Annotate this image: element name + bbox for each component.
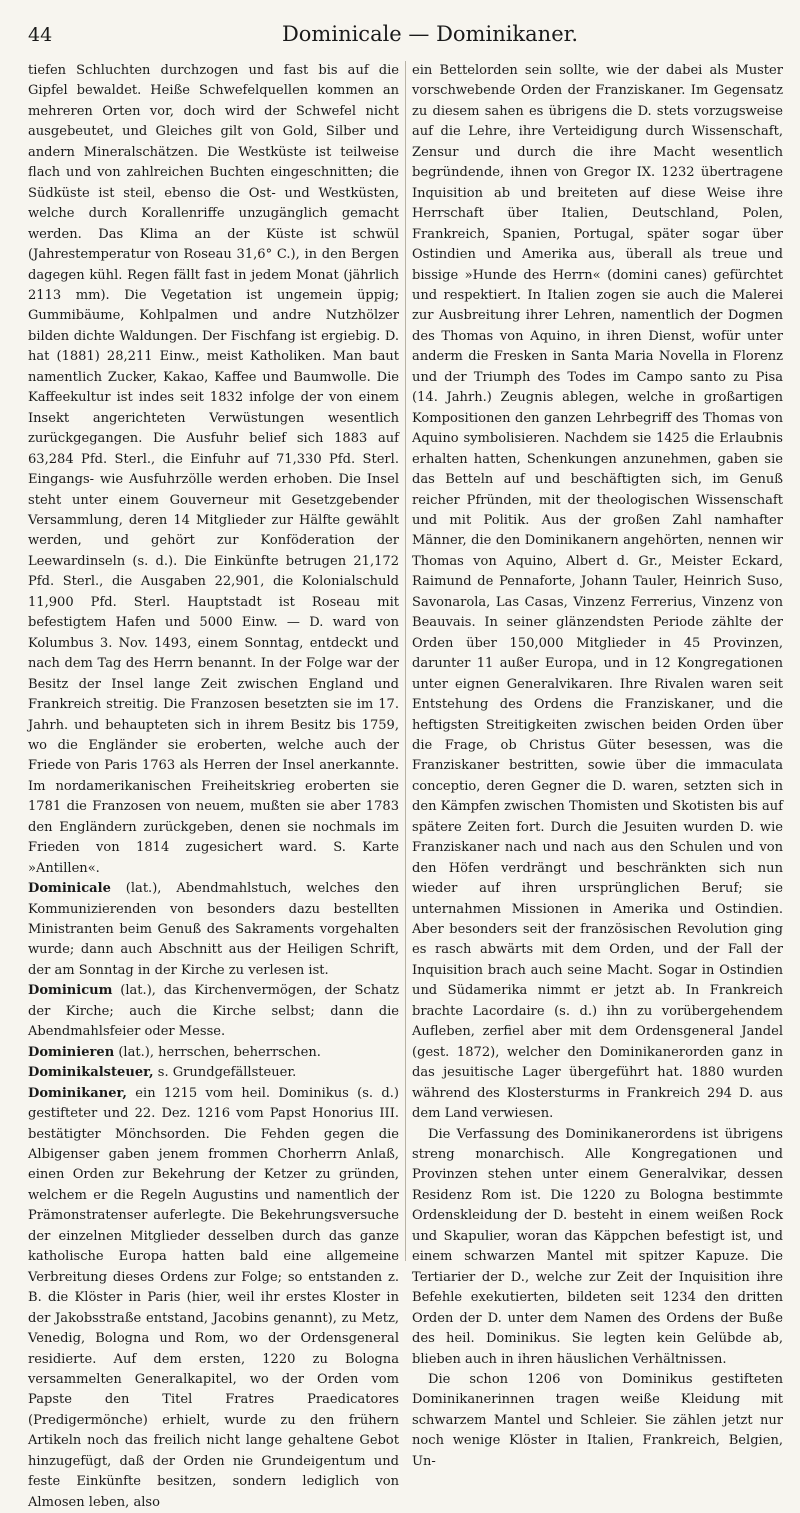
paragraph-dominikanerinnen: Die schon 1206 von Dominikus gestifteten Dominikanerinnen tragen weiße Kleidung mit schwarzem Mantel und Schleier. Sie zählen jetzt nur noch wenige Klöster in Italien, Frankreich, Belgien, Un- <box>412 1372 783 1469</box>
entry-dominicale <box>28 879 399 981</box>
left-column <box>28 61 399 1510</box>
entry-text: s. Grundgefällsteuer. <box>153 1065 297 1081</box>
entry-dominikaner <box>28 1084 399 1513</box>
entry-text: ein 1215 vom heil. Dominikus (s. d.) gestifteter und 22. Dez. 1216 vom Papst Honorius III. bestätigter Mönchsorden. Die Fehden gegen die Albigenser gaben jenem frommen Chorherrn Anlaß, einen Orden zur Bekehrung der Ketzer zu gründen, welchem er die Regeln Augustins und namentlich der Prämonstratenser auferlegte. Die Bekehrungsversuche der einzelnen Mitglieder desselben durch das ganze katholische Europa hatten bald eine allgemeine Verbreitung dieses Ordens zur Folge; so entstanden z. B. die Klöster in Paris (hier, weil ihr erstes Kloster in der Jakobsstraße entstand, Jacobins genannt), zu Metz, Venedig, Bologna und Rom, wo der Ordensgeneral residierte. Auf dem ersten, 1220 zu Bologna versammelten Generalkapitel, wo der Orden vom Papste den Titel Fratres Praedicatores (Predigermönche) erhielt, wurde zu den frühern Artikeln noch das freilich nicht lange gehaltene Gebot hinzugefügt, daß der Orden nie Grundeigentum und feste Einkünfte besitzen, sondern lediglich von Almosen leben, also <box>28 1085 399 1510</box>
headword: Dominicum <box>28 983 113 999</box>
column-divider <box>405 61 406 1261</box>
entry-dominicum <box>28 981 399 1042</box>
right-column <box>412 61 783 1469</box>
entry-dominieren <box>28 1043 399 1063</box>
headword: Dominicale <box>28 881 111 897</box>
entry-text: (lat.), das Kirchenvermögen, der Schatz der Kirche; auch die Kirche selbst; dann die Abendmahlsfeier oder Messe. <box>28 983 399 1040</box>
continued-paragraph: ein Bettelorden sein sollte, wie der dabei als Muster vorschwebende Orden der Franziskaner. Im Gegensatz zu diesem sahen es übrigens die D. stets vorzugsweise auf die Lehre, ihre Verteidigung durch Wissenschaft, Zensur und durch die ihre Macht wesentlich begründende, ihnen von Gregor IX. 1232 übertragene Inquisition ab und breiteten auf diese Weise ihre Herrschaft über Italien, Deutschland, Polen, Frankreich, Spanien, Portugal, später sogar über Ostindien und Amerika aus, überall als treue und bissige »Hunde des Herrn« (domini canes) gefürchtet und respektiert. In Italien zogen sie auch die Malerei zur Ausbreitung ihrer Lehren, namentlich der Dogmen des Thomas von Aquino, in ihren Dienst, wofür unter anderm die Fresken in Santa Maria Novella in Florenz und der Triumph des Todes im Campo santo zu Pisa (14. Jahrh.) Zeugnis ablegen, welche in großartigen Kompositionen den ganzen Lehrbegriff des Thomas von Aquino symbolisieren. Nachdem sie 1425 die Erlaubnis erhalten hatten, Schenkungen anzunehmen, gaben sie das Betteln auf und beschäftigten sich, im Genuß reicher Pfründen, mit der theologischen Wissenschaft und mit Politik. Aus der großen Zahl namhafter Männer, die den Dominikanern angehörten, nennen wir Thomas von Aquino, Albert d. Gr., Meister Eckard, Raimund de Pennaforte, Johann Tauler, Heinrich Suso, Savonarola, Las Casas, Vinzenz Ferrerius, Vinzenz von Beauvais. In seiner glänzendsten Periode zählte der Orden über 150,000 Mitglieder in 45 Provinzen, darunter 11 außer Europa, und in 12 Kongregationen unter eignen Generalvikaren. Ihre Rivalen waren seit Entstehung des Ordens die Franziskaner, und die heftigsten Streitigkeiten zwischen beiden Orden über die Frage, ob Christus Güter besessen, was die Franziskaner bestritten, sowie über die immaculata conceptio, deren Gegner die D. waren, setzten sich in den Kämpfen zwischen Thomisten und Skotisten bis auf spätere Zeiten fort. Durch die Jesuiten wurden D. wie Franziskaner nach und nach aus den Schulen und von den Höfen verdrängt und beschränkten sich nun wieder auf ihren ursprünglichen Beruf; sie unternahmen Missionen in Amerika und Ostindien. Aber besonders seit der französischen Revolution ging es rasch abwärts mit dem Orden, und der Fall der Inquisition brach auch seine Macht. Sogar in Ostindien und Südamerika nimmt er jetzt ab. In Frankreich brachte Lacordaire (s. d.) ihn zu vorübergehendem Aufleben, zerfiel aber mit dem Ordensgeneral Jandel (gest. 1872), welcher den Dominikanerorden ganz in das jesuitische Lager übergeführt hat. 1880 wurden während des Klostersturms in Frankreich 294 D. aus dem Land verwiesen. <box>412 63 783 1122</box>
page-header <box>28 14 772 54</box>
entry-dominikalsteuer <box>28 1063 399 1083</box>
headword: Dominikaner, <box>28 1085 127 1101</box>
page-number: 44 <box>28 24 53 46</box>
running-title: Dominicale — Dominikaner. <box>281 22 579 46</box>
headword: Dominieren <box>28 1044 115 1060</box>
entry-text: (lat.), Abendmahlstuch, welches den Kommunizierenden von besonders dazu bestellten Ministranten beim Genuß des Sakraments vorgehalten wurde; dann auch Abschnitt aus der Heiligen Schrift, der am Sonntag in der Kirche zu verlesen ist. <box>28 881 399 978</box>
continued-paragraph: tiefen Schluchten durchzogen und fast bis auf die Gipfel bewaldet. Heiße Schwefelquellen kommen an mehreren Orten vor, doch wird der Schwefel nicht ausgebeutet, und Gleiches gilt von Gold, Silber und andern Mineralschätzen. Die Westküste ist teilweise flach und von zahlreichen Buchten eingeschnitten; die Südküste ist steil, ebenso die Ost- und Westküsten, welche durch Korallenriffe unzugänglich gemacht werden. Das Klima an der Küste ist schwül (Jahrestemperatur von Roseau 31,6° C.), in den Bergen dagegen kühl. Regen fällt fast in jedem Monat (jährlich 2113 mm). Die Vegetation ist ungemein üppig; Gummibäume, Kohlpalmen und andre Nutzhölzer bilden dichte Waldungen. Der Fischfang ist ergiebig. D. hat (1881) 28,211 Einw., meist Katholiken. Man baut namentlich Zucker, Kakao, Kaffee und Baumwolle. Die Kaffeekultur ist indes seit 1832 infolge der von einem Insekt angerichteten Verwüstungen wesentlich zurückgegangen. Die Ausfuhr belief sich 1883 auf 63,284 Pfd. Sterl., die Einfuhr auf 71,330 Pfd. Sterl. Eingangs- wie Ausfuhrzölle werden erhoben. Die Insel steht unter einem Gouverneur mit Gesetzgebender Versammlung, deren 14 Mitglieder zur Hälfte gewählt werden, und gehört zur Konföderation der Leewardinseln (s. d.). Die Einkünfte betrugen 21,172 Pfd. Sterl., die Ausgaben 22,901, die Kolonialschuld 11,900 Pfd. Sterl. Hauptstadt ist Roseau mit befestigtem Hafen und 5000 Einw. — D. ward von Kolumbus 3. Nov. 1493, einem Sonntag, entdeckt und nach dem Tag des Herrn benannt. In der Folge war der Besitz der Insel lange Zeit zwischen England und Frankreich streitig. Die Franzosen besetzten sie im 17. Jahrh. und behaupteten sich in ihrem Besitz bis 1759, wo die Engländer sie eroberten, welche auch der Friede von Paris 1763 als Herren der Insel anerkannte. Im nordamerikanischen Freiheitskrieg eroberten sie 1781 die Franzosen von neuem, mußten sie aber 1783 den Engländern zurückgeben, denen sie nochmals im Frieden von 1814 zugesichert ward. S. Karte »Antillen«. <box>28 63 399 876</box>
paragraph-verfassung: Die Verfassung des Dominikanerordens ist übrigens streng monarchisch. Alle Kongregationen und Provinzen stehen unter einem Generalvikar, dessen Residenz Rom ist. Die 1220 zu Bologna bestimmte Ordenskleidung der D. besteht in einem weißen Rock und Skapulier, woran das Käppchen befestigt ist, und einem schwarzen Mantel mit spitzer Kapuze. Die Tertiarier der D., welche zur Zeit der Inquisition ihre Befehle exekutierten, bildeten seit 1234 den dritten Orden der D. unter dem Namen des Ordens der Buße des heil. Dominikus. Sie legten kein Gelübde ab, blieben auch in ihren häuslichen Verhältnissen. <box>412 1126 783 1367</box>
entry-text: (lat.), herrschen, beherrschen. <box>114 1044 321 1060</box>
headword: Dominikalsteuer, <box>28 1065 154 1081</box>
